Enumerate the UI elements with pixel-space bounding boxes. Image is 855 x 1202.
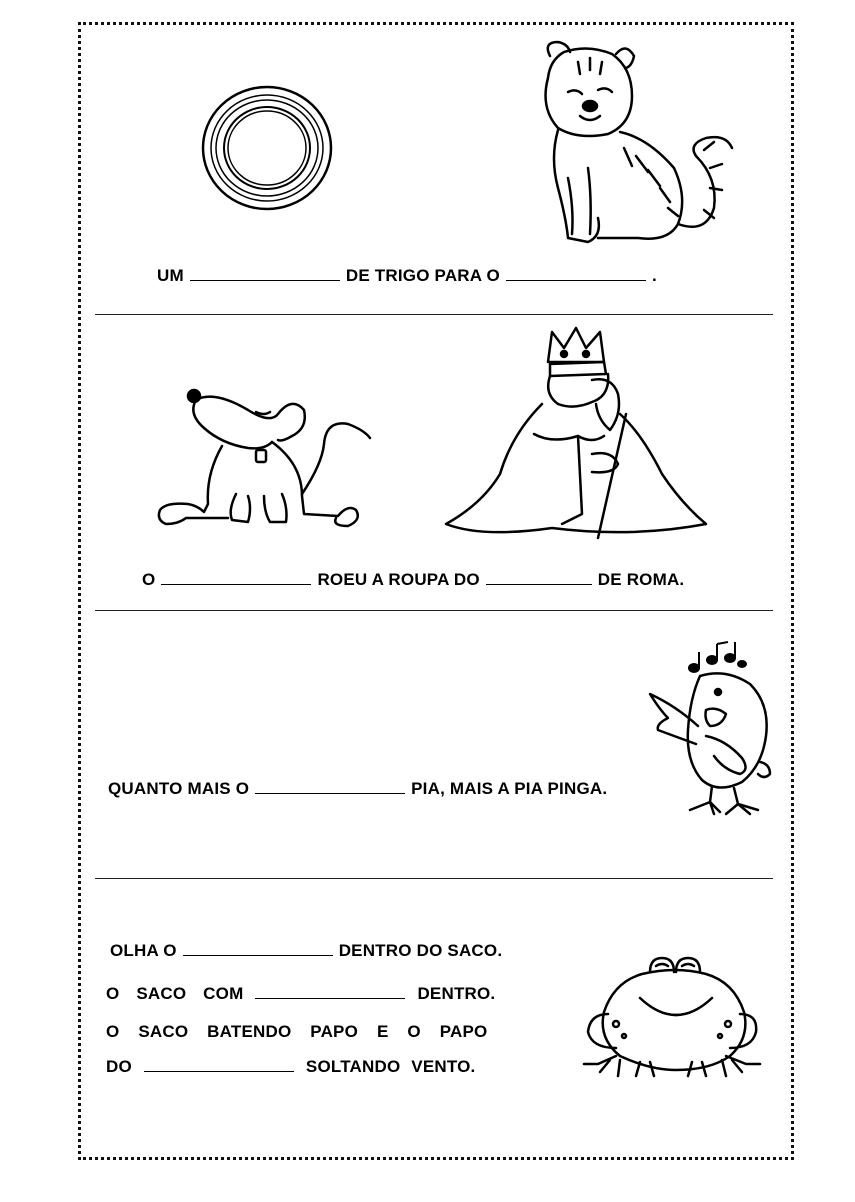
- answer-blank[interactable]: [183, 941, 333, 956]
- verse-line-4: [106, 1057, 475, 1077]
- verse-line-1-before: OLHA O: [110, 941, 177, 960]
- sentence-1-after: .: [651, 266, 657, 285]
- king-icon: [442, 324, 708, 542]
- plate-icon: [200, 84, 334, 212]
- answer-blank[interactable]: [255, 779, 405, 794]
- verse-line-1-after: DENTRO DO SACO.: [338, 941, 503, 960]
- verse-line-4-after: SOLTANDO VENTO.: [305, 1057, 476, 1076]
- verse-line-2-before: O SACO COM: [106, 984, 244, 1003]
- section-divider: [95, 610, 773, 611]
- answer-blank[interactable]: [255, 984, 405, 999]
- verse-line-3: [106, 1022, 487, 1042]
- answer-blank[interactable]: [486, 570, 592, 585]
- verse-line-1: [110, 941, 502, 961]
- sentence-3-after: PIA, MAIS A PIA PINGA.: [411, 779, 608, 798]
- verse-line-2: [106, 984, 495, 1004]
- sentence-1-before: UM: [157, 266, 184, 285]
- sentence-2-middle: ROEU A ROUPA DO: [317, 570, 480, 589]
- answer-blank[interactable]: [144, 1057, 294, 1072]
- sentence-1-middle: DE TRIGO PARA O: [345, 266, 500, 285]
- sentence-1: [157, 266, 657, 286]
- answer-blank[interactable]: [190, 266, 340, 281]
- sentence-3-before: QUANTO MAIS O: [108, 779, 250, 798]
- section-divider: [95, 314, 773, 315]
- verse-line-4-before: DO: [106, 1057, 132, 1076]
- verse-line-3-text: O SACO BATENDO PAPO E O PAPO: [106, 1022, 488, 1041]
- bird-icon: [646, 670, 774, 818]
- sentence-2-before: O: [142, 570, 156, 589]
- sentence-3: [108, 779, 607, 799]
- frog-icon: [580, 952, 762, 1080]
- answer-blank[interactable]: [161, 570, 311, 585]
- answer-blank[interactable]: [506, 266, 646, 281]
- verse-line-2-after: DENTRO.: [417, 984, 496, 1003]
- sentence-2-after: DE ROMA.: [597, 570, 685, 589]
- mouse-icon: [152, 384, 374, 534]
- tiger-icon: [528, 38, 738, 244]
- sentence-2: [142, 570, 684, 590]
- section-divider: [95, 878, 773, 879]
